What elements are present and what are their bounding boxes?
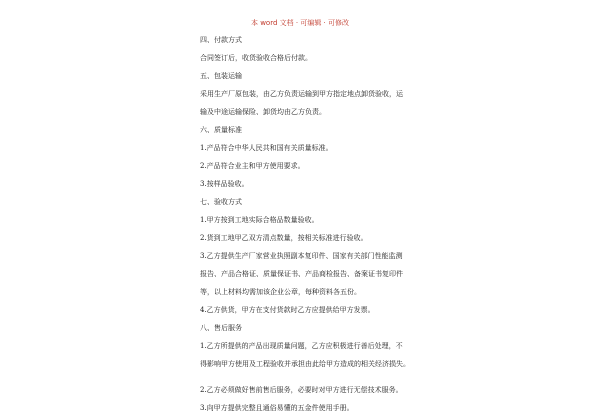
list-item: 1.乙方所提供的产品出现质量问题，乙方应积极进行善后处理，不 bbox=[200, 342, 403, 350]
list-item: 2.货到工地甲乙双方清点数量，按相关标准进行验收。 bbox=[200, 234, 368, 242]
section-heading: 七、验收方式 bbox=[200, 198, 242, 206]
section-heading: 五、包装运输 bbox=[200, 72, 242, 80]
list-item: 2.乙方必须做好售前售后服务，必要时对甲方进行无偿技术服务。 bbox=[200, 386, 403, 394]
list-item: 4.乙方供货，甲方在支付货款时乙方应提供给甲方发票。 bbox=[200, 306, 375, 314]
paragraph: 输及中途运输保险、卸货均由乙方负责。 bbox=[200, 108, 326, 116]
list-item: 3.按样品验收。 bbox=[200, 180, 249, 188]
page-header: 本 word 文档 · 可编辑 · 可修改 bbox=[250, 19, 349, 27]
list-item-continued: 报告、产品合格证、质量保证书、产品商检报告、备案证书复印件 bbox=[200, 270, 403, 278]
list-item: 1.产品符合中华人民共和国有关质量标准。 bbox=[200, 144, 333, 152]
contract-body bbox=[200, 35, 415, 413]
list-item: 1.甲方按到工地实际合格品数量验收。 bbox=[200, 216, 319, 224]
paragraph: 合同签订后，收货验收合格后付款。 bbox=[200, 54, 312, 62]
list-item: 2.产品符合业主和甲方使用要求。 bbox=[200, 162, 305, 170]
paragraph: 采用生产厂原包装，由乙方负责运输到甲方指定地点卸货验收，运 bbox=[200, 90, 403, 98]
section-heading: 六、质量标准 bbox=[200, 126, 242, 134]
list-item: 3.向甲方提供完整且通俗易懂的五金件使用手册。 bbox=[200, 404, 354, 412]
list-item-continued: 得影响甲方使用及工程验收并承担由此给甲方造成的相关经济损失。 bbox=[200, 360, 410, 368]
list-item: 3.乙方提供生产厂家营业执照副本复印件、国家有关部门性能监测 bbox=[200, 252, 403, 260]
section-heading: 八、售后服务 bbox=[200, 324, 242, 332]
list-item-continued: 等，以上材料均需加该企业公章，每种资料各五份。 bbox=[200, 288, 361, 296]
section-heading: 四、付款方式 bbox=[200, 36, 242, 44]
